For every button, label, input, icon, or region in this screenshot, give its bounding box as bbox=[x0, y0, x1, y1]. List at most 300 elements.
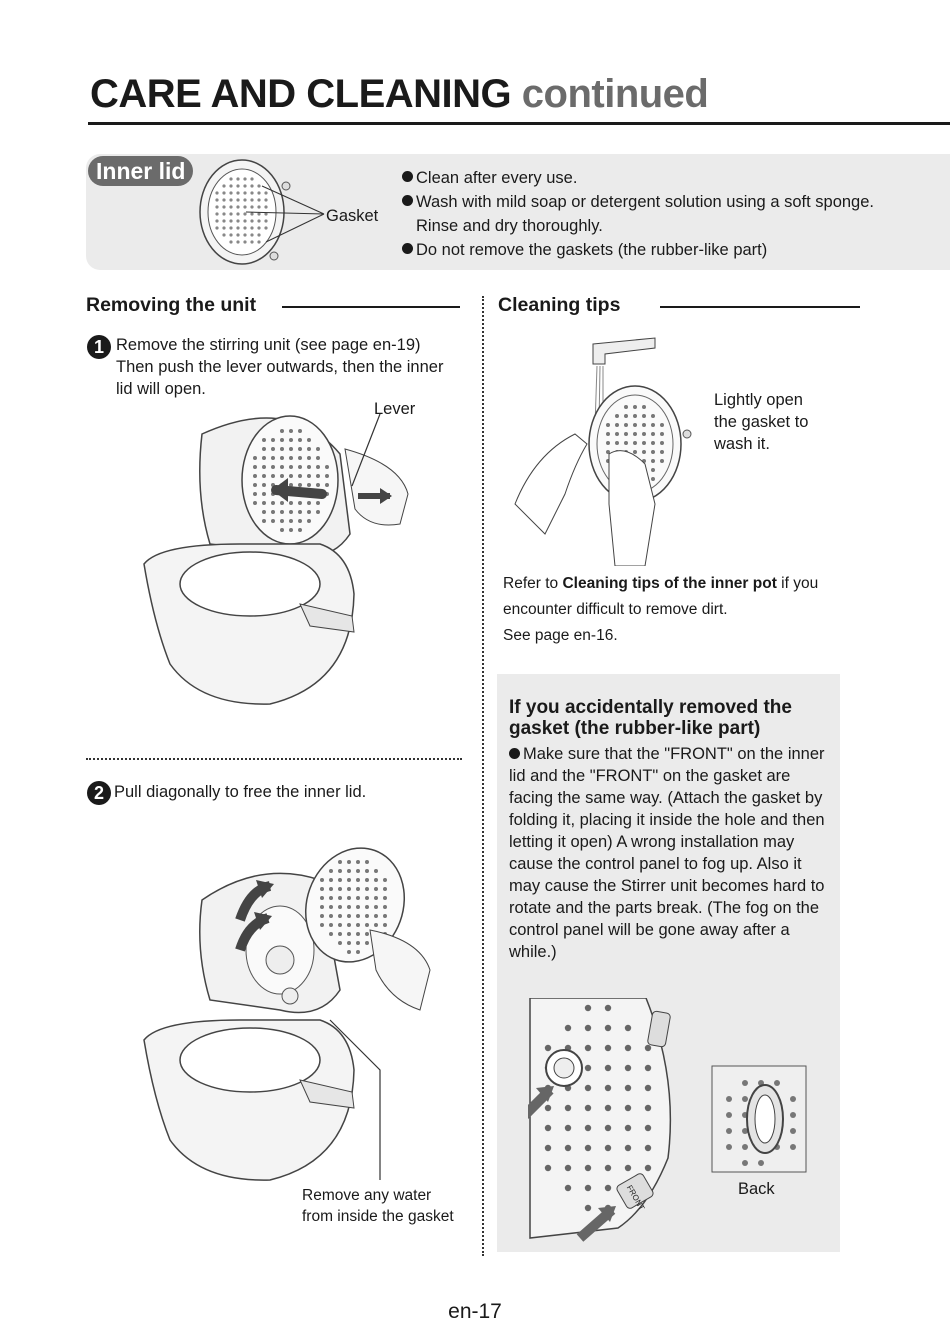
perforation-dot bbox=[236, 233, 239, 236]
perforation-dot bbox=[329, 905, 333, 909]
perforation-dot bbox=[625, 1105, 631, 1111]
title-main: CARE AND CLEANING bbox=[90, 72, 512, 116]
perforation-dot bbox=[651, 468, 655, 472]
perforation-dot bbox=[215, 219, 218, 222]
perforation-dot bbox=[307, 438, 311, 442]
perforation-dot bbox=[253, 465, 257, 469]
perforation-dot bbox=[236, 219, 239, 222]
perforation-dot bbox=[229, 212, 232, 215]
perforation-dot bbox=[365, 932, 369, 936]
perforation-dot bbox=[374, 914, 378, 918]
perforation-dot bbox=[280, 456, 284, 460]
perforation-dot bbox=[329, 932, 333, 936]
perforation-dot bbox=[257, 219, 260, 222]
perforation-dot bbox=[257, 233, 260, 236]
perforation-dot bbox=[262, 501, 266, 505]
perforation-dot bbox=[660, 432, 664, 436]
perforation-dot bbox=[215, 205, 218, 208]
perforation-dot bbox=[633, 450, 637, 454]
perforation-dot bbox=[298, 474, 302, 478]
perforation-dot bbox=[615, 414, 619, 418]
perforation-dot bbox=[316, 447, 320, 451]
perforation-dot bbox=[236, 184, 239, 187]
perforation-dot bbox=[250, 191, 253, 194]
perforation-dot bbox=[271, 447, 275, 451]
title-continued: continued bbox=[521, 72, 709, 116]
perforation-dot bbox=[624, 423, 628, 427]
perforation-dot bbox=[338, 887, 342, 891]
perforation-dot bbox=[298, 528, 302, 532]
perforation-dot bbox=[289, 456, 293, 460]
perforation-dot bbox=[298, 510, 302, 514]
perforation-dot bbox=[257, 226, 260, 229]
bullet-item: Do not remove the gaskets (the rubber-like part) bbox=[402, 238, 874, 262]
perforation-dot bbox=[645, 1145, 651, 1151]
perforation-dot bbox=[642, 405, 646, 409]
perforation-dot bbox=[289, 465, 293, 469]
bullet-icon bbox=[402, 195, 413, 206]
perforation-dot bbox=[298, 438, 302, 442]
perforation-dot bbox=[347, 896, 351, 900]
perforation-dot bbox=[236, 198, 239, 201]
perforation-dot bbox=[229, 233, 232, 236]
perforation-dot bbox=[347, 860, 351, 864]
perforation-dot bbox=[320, 923, 324, 927]
perforation-dot bbox=[642, 432, 646, 436]
perforation-dot bbox=[243, 184, 246, 187]
perforation-dot bbox=[605, 1165, 611, 1171]
perforation-dot bbox=[329, 869, 333, 873]
perforation-dot bbox=[236, 191, 239, 194]
perforation-dot bbox=[250, 177, 253, 180]
perforation-dot bbox=[338, 860, 342, 864]
perforation-dot bbox=[642, 450, 646, 454]
perforation-dot bbox=[545, 1125, 551, 1131]
perforation-dot bbox=[289, 429, 293, 433]
refer-link-text: Cleaning tips of the inner pot bbox=[562, 575, 777, 592]
perforation-dot bbox=[338, 896, 342, 900]
front-mark: FRONT bbox=[624, 1183, 647, 1212]
perforation-dot bbox=[790, 1112, 796, 1118]
perforation-dot bbox=[651, 423, 655, 427]
perforation-dot bbox=[262, 474, 266, 478]
perforation-dot bbox=[565, 1145, 571, 1151]
perforation-dot bbox=[365, 887, 369, 891]
perforation-dot bbox=[615, 423, 619, 427]
perforation-dot bbox=[329, 914, 333, 918]
perforation-dot bbox=[320, 905, 324, 909]
perforation-dot bbox=[257, 184, 260, 187]
perforation-dot bbox=[625, 1085, 631, 1091]
perforation-dot bbox=[585, 1105, 591, 1111]
perforation-dot bbox=[236, 177, 239, 180]
bullet-icon bbox=[402, 243, 413, 254]
removing-heading: Removing the unit bbox=[86, 294, 257, 316]
perforation-dot bbox=[280, 510, 284, 514]
perforation-dot bbox=[316, 501, 320, 505]
perforation-dot bbox=[289, 519, 293, 523]
perforation-dot bbox=[243, 233, 246, 236]
perforation-dot bbox=[651, 441, 655, 445]
perforation-dot bbox=[262, 438, 266, 442]
perforation-dot bbox=[250, 240, 253, 243]
perforation-dot bbox=[365, 914, 369, 918]
perforation-dot bbox=[271, 519, 275, 523]
perforation-dot bbox=[262, 483, 266, 487]
perforation-dot bbox=[585, 1065, 591, 1071]
perforation-dot bbox=[545, 1165, 551, 1171]
perforation-dot bbox=[660, 423, 664, 427]
perforation-dot bbox=[338, 914, 342, 918]
perforation-dot bbox=[280, 447, 284, 451]
perforation-dot bbox=[790, 1096, 796, 1102]
perforation-dot bbox=[606, 423, 610, 427]
perforation-dot bbox=[383, 896, 387, 900]
perforation-dot bbox=[236, 226, 239, 229]
perforation-dot bbox=[374, 923, 378, 927]
removing-rule bbox=[282, 306, 460, 308]
perforation-dot bbox=[243, 219, 246, 222]
perforation-dot bbox=[280, 474, 284, 478]
perforation-dot bbox=[264, 198, 267, 201]
perforation-dot bbox=[565, 1185, 571, 1191]
perforation-dot bbox=[633, 414, 637, 418]
perforation-dot bbox=[742, 1080, 748, 1086]
perforation-dot bbox=[316, 456, 320, 460]
washing-illustration bbox=[505, 334, 705, 566]
perforation-dot bbox=[615, 432, 619, 436]
perforation-dot bbox=[383, 914, 387, 918]
perforation-dot bbox=[374, 869, 378, 873]
perforation-dot bbox=[229, 205, 232, 208]
wash-note: Lightly open the gasket to wash it. bbox=[714, 391, 809, 453]
perforation-dot bbox=[338, 869, 342, 873]
gasket-box-body: Make sure that the "FRONT" on the inner lid and the "FRONT" on the gasket are facing the same way. (Attach the gasket by folding it, placing it inside the hole and then letting it open) A wrong installation may cause the control panel to fog up. Also it may cause the Stirrer unit becomes hard to rotate and the parts break. (The fog on the control panel will be gone away after a while.) bbox=[509, 745, 825, 961]
perforation-dot bbox=[236, 205, 239, 208]
perforation-dot bbox=[742, 1096, 748, 1102]
perforation-dot bbox=[365, 941, 369, 945]
perforation-dot bbox=[236, 240, 239, 243]
perforation-dot bbox=[625, 1125, 631, 1131]
inner-lid-bullets bbox=[402, 166, 874, 262]
perforation-dot bbox=[356, 869, 360, 873]
perforation-dot bbox=[236, 212, 239, 215]
perforation-dot bbox=[262, 465, 266, 469]
perforation-dot bbox=[585, 1005, 591, 1011]
perforation-dot bbox=[605, 1005, 611, 1011]
perforation-dot bbox=[289, 501, 293, 505]
perforation-dot bbox=[271, 474, 275, 478]
perforation-dot bbox=[605, 1105, 611, 1111]
perforation-dot bbox=[383, 923, 387, 927]
perforation-dot bbox=[307, 447, 311, 451]
perforation-dot bbox=[289, 447, 293, 451]
perforation-dot bbox=[307, 510, 311, 514]
perforation-dot bbox=[222, 198, 225, 201]
perforation-dot bbox=[298, 429, 302, 433]
perforation-dot bbox=[262, 447, 266, 451]
perforation-dot bbox=[605, 1125, 611, 1131]
perforation-dot bbox=[289, 510, 293, 514]
back-label: Back bbox=[738, 1180, 775, 1198]
perforation-dot bbox=[253, 474, 257, 478]
perforation-dot bbox=[347, 950, 351, 954]
step-2-number: 2 bbox=[87, 781, 111, 805]
perforation-dot bbox=[257, 191, 260, 194]
perforation-dot bbox=[257, 205, 260, 208]
perforation-dot bbox=[374, 905, 378, 909]
perforation-dot bbox=[347, 914, 351, 918]
perforation-dot bbox=[645, 1065, 651, 1071]
perforation-dot bbox=[243, 198, 246, 201]
perforation-dot bbox=[264, 191, 267, 194]
perforation-dot bbox=[633, 432, 637, 436]
perforation-dot bbox=[222, 184, 225, 187]
cooker-open-illustration bbox=[140, 394, 420, 714]
perforation-dot bbox=[758, 1160, 764, 1166]
perforation-dot bbox=[606, 432, 610, 436]
perforation-dot bbox=[605, 1065, 611, 1071]
perforation-dot bbox=[250, 219, 253, 222]
perforation-dot bbox=[250, 198, 253, 201]
perforation-dot bbox=[253, 501, 257, 505]
perforation-dot bbox=[229, 184, 232, 187]
perforation-dot bbox=[347, 932, 351, 936]
perforation-dot bbox=[642, 414, 646, 418]
perforation-dot bbox=[356, 878, 360, 882]
perforation-dot bbox=[338, 905, 342, 909]
perforation-dot bbox=[338, 941, 342, 945]
perforation-dot bbox=[347, 887, 351, 891]
perforation-dot bbox=[338, 878, 342, 882]
perforation-dot bbox=[253, 492, 257, 496]
perforation-dot bbox=[365, 905, 369, 909]
perforation-dot bbox=[325, 483, 329, 487]
perforation-dot bbox=[298, 519, 302, 523]
perforation-dot bbox=[329, 887, 333, 891]
perforation-dot bbox=[356, 914, 360, 918]
perforation-dot bbox=[585, 1205, 591, 1211]
perforation-dot bbox=[243, 205, 246, 208]
perforation-dot bbox=[545, 1105, 551, 1111]
perforation-dot bbox=[374, 896, 378, 900]
perforation-dot bbox=[651, 477, 655, 481]
perforation-dot bbox=[222, 233, 225, 236]
perforation-dot bbox=[605, 1145, 611, 1151]
lever-label: Lever bbox=[374, 400, 416, 418]
perforation-dot bbox=[262, 519, 266, 523]
perforation-dot bbox=[383, 905, 387, 909]
page-title bbox=[90, 72, 708, 117]
step-1-text: Remove the stirring unit (see page en-19) bbox=[116, 336, 421, 354]
perforation-dot bbox=[222, 219, 225, 222]
perforation-dot bbox=[325, 474, 329, 478]
perforation-dot bbox=[289, 438, 293, 442]
perforation-dot bbox=[264, 219, 267, 222]
column-divider bbox=[482, 296, 484, 1256]
perforation-dot bbox=[605, 1025, 611, 1031]
perforation-dot bbox=[605, 1085, 611, 1091]
perforation-dot bbox=[585, 1045, 591, 1051]
perforation-dot bbox=[347, 941, 351, 945]
perforation-dot bbox=[645, 1165, 651, 1171]
perforation-dot bbox=[726, 1112, 732, 1118]
perforation-dot bbox=[606, 441, 610, 445]
perforation-dot bbox=[325, 465, 329, 469]
perforation-dot bbox=[329, 878, 333, 882]
bullet-icon bbox=[509, 748, 520, 759]
cooker-pull-illustration bbox=[140, 840, 440, 1200]
perforation-dot bbox=[243, 191, 246, 194]
perforation-dot bbox=[383, 878, 387, 882]
perforation-dot bbox=[365, 869, 369, 873]
bullet-icon bbox=[402, 171, 413, 182]
perforation-dot bbox=[229, 191, 232, 194]
perforation-dot bbox=[257, 212, 260, 215]
perforation-dot bbox=[229, 177, 232, 180]
perforation-dot bbox=[253, 456, 257, 460]
perforation-dot bbox=[356, 923, 360, 927]
step-1-text-2: Then push the lever outwards, then the inner lid will open. bbox=[116, 358, 444, 398]
perforation-dot bbox=[329, 923, 333, 927]
perforation-dot bbox=[585, 1185, 591, 1191]
perforation-dot bbox=[280, 438, 284, 442]
perforation-dot bbox=[742, 1144, 748, 1150]
perforation-dot bbox=[633, 423, 637, 427]
perforation-dot bbox=[374, 887, 378, 891]
perforation-dot bbox=[338, 923, 342, 927]
perforation-dot bbox=[645, 1045, 651, 1051]
title-rule bbox=[88, 122, 950, 125]
perforation-dot bbox=[651, 432, 655, 436]
perforation-dot bbox=[585, 1125, 591, 1131]
perforation-dot bbox=[229, 240, 232, 243]
perforation-dot bbox=[625, 1025, 631, 1031]
perforation-dot bbox=[262, 456, 266, 460]
perforation-dot bbox=[271, 456, 275, 460]
perforation-dot bbox=[565, 1125, 571, 1131]
perforation-dot bbox=[585, 1085, 591, 1091]
perforation-dot bbox=[307, 474, 311, 478]
perforation-dot bbox=[264, 205, 267, 208]
perforation-dot bbox=[726, 1128, 732, 1134]
perforation-dot bbox=[271, 465, 275, 469]
perforation-dot bbox=[298, 501, 302, 505]
perforation-dot bbox=[243, 226, 246, 229]
perforation-dot bbox=[262, 510, 266, 514]
perforation-dot bbox=[625, 1045, 631, 1051]
cleaning-heading: Cleaning tips bbox=[498, 294, 621, 316]
perforation-dot bbox=[222, 226, 225, 229]
perforation-dot bbox=[257, 240, 260, 243]
perforation-dot bbox=[320, 896, 324, 900]
perforation-dot bbox=[280, 465, 284, 469]
perforation-dot bbox=[651, 450, 655, 454]
perforation-dot bbox=[625, 1145, 631, 1151]
perforation-dot bbox=[320, 914, 324, 918]
perforation-dot bbox=[298, 465, 302, 469]
perforation-dot bbox=[642, 423, 646, 427]
gasket-box-title: If you accidentally removed the gasket (the rubber-like part) bbox=[509, 697, 792, 739]
perforation-dot bbox=[289, 474, 293, 478]
perforation-dot bbox=[790, 1128, 796, 1134]
gasket-back-illustration bbox=[711, 1065, 807, 1173]
perforation-dot bbox=[790, 1144, 796, 1150]
perforation-dot bbox=[624, 432, 628, 436]
perforation-dot bbox=[316, 510, 320, 514]
perforation-dot bbox=[229, 219, 232, 222]
perforation-dot bbox=[615, 441, 619, 445]
perforation-dot bbox=[624, 405, 628, 409]
perforation-dot bbox=[243, 177, 246, 180]
bullet-item: Clean after every use. bbox=[402, 166, 874, 190]
perforation-dot bbox=[222, 205, 225, 208]
perforation-dot bbox=[660, 441, 664, 445]
perforation-dot bbox=[307, 483, 311, 487]
perforation-dot bbox=[356, 887, 360, 891]
page-number: en-17 bbox=[448, 1300, 502, 1323]
perforation-dot bbox=[383, 887, 387, 891]
perforation-dot bbox=[280, 519, 284, 523]
perforation-dot bbox=[329, 896, 333, 900]
perforation-dot bbox=[726, 1144, 732, 1150]
perforation-dot bbox=[605, 1185, 611, 1191]
perforation-dot bbox=[289, 528, 293, 532]
perforation-dot bbox=[271, 501, 275, 505]
perforation-dot bbox=[298, 447, 302, 451]
perforation-dot bbox=[280, 429, 284, 433]
perforation-dot bbox=[565, 1105, 571, 1111]
perforation-dot bbox=[264, 226, 267, 229]
perforation-dot bbox=[250, 184, 253, 187]
perforation-dot bbox=[280, 501, 284, 505]
perforation-dot bbox=[605, 1045, 611, 1051]
perforation-dot bbox=[347, 869, 351, 873]
perforation-dot bbox=[307, 519, 311, 523]
perforation-dot bbox=[316, 474, 320, 478]
bullet-continuation: Rinse and dry thoroughly. bbox=[416, 217, 603, 235]
perforation-dot bbox=[243, 240, 246, 243]
perforation-dot bbox=[347, 923, 351, 927]
perforation-dot bbox=[365, 860, 369, 864]
perforation-dot bbox=[356, 860, 360, 864]
perforation-dot bbox=[633, 405, 637, 409]
perforation-dot bbox=[280, 528, 284, 532]
perforation-dot bbox=[365, 896, 369, 900]
perforation-dot bbox=[545, 1145, 551, 1151]
perforation-dot bbox=[545, 1045, 551, 1051]
perforation-dot bbox=[742, 1160, 748, 1166]
perforation-dot bbox=[625, 1065, 631, 1071]
inner-lid-badge: Inner lid bbox=[88, 156, 193, 186]
perforation-dot bbox=[585, 1025, 591, 1031]
perforation-dot bbox=[253, 483, 257, 487]
perforation-dot bbox=[374, 878, 378, 882]
perforation-dot bbox=[298, 483, 302, 487]
perforation-dot bbox=[338, 932, 342, 936]
perforation-dot bbox=[307, 465, 311, 469]
perforation-dot bbox=[624, 441, 628, 445]
perforation-dot bbox=[633, 441, 637, 445]
perforation-dot bbox=[642, 441, 646, 445]
perforation-dot bbox=[565, 1025, 571, 1031]
perforation-dot bbox=[262, 492, 266, 496]
perforation-dot bbox=[257, 198, 260, 201]
perforation-dot bbox=[298, 456, 302, 460]
perforation-dot bbox=[316, 465, 320, 469]
perforation-dot bbox=[356, 896, 360, 900]
perforation-dot bbox=[660, 459, 664, 463]
